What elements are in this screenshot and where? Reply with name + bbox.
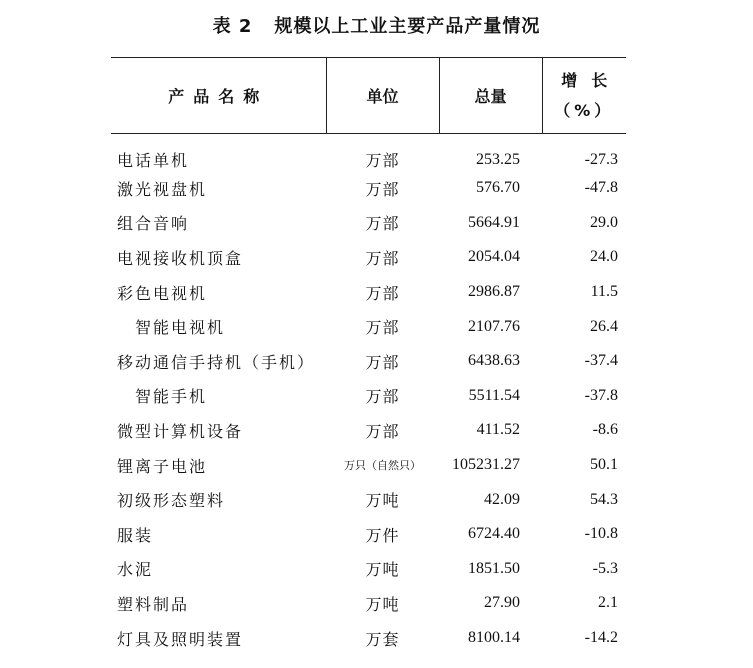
product-name: 水泥 [117, 560, 154, 580]
product-total: 27.90 [484, 594, 520, 612]
product-name: 灯具及照明装置 [117, 629, 244, 649]
product-total: 6438.63 [468, 352, 520, 370]
product-unit: 万件 [365, 525, 400, 545]
product-total: 42.09 [484, 490, 520, 508]
product-growth: -8.6 [592, 421, 618, 439]
product-growth: 54.3 [590, 490, 618, 508]
product-name: 激光视盘机 [117, 179, 208, 199]
product-growth: -37.8 [584, 386, 618, 404]
table-row [111, 448, 626, 483]
product-growth: 2.1 [598, 594, 618, 612]
table-row [111, 482, 626, 517]
product-name: 电视接收机顶盒 [117, 248, 244, 268]
product-growth: -47.8 [584, 179, 618, 197]
product-name: 初级形态塑料 [117, 491, 226, 511]
product-growth: -5.3 [592, 559, 618, 577]
product-total: 2986.87 [468, 283, 520, 301]
product-growth: -27.3 [584, 150, 618, 168]
product-total: 2054.04 [468, 248, 520, 266]
product-total: 8100.14 [468, 629, 520, 647]
product-unit: 万吨 [365, 594, 400, 614]
production-table [111, 57, 626, 655]
table-row [111, 413, 626, 448]
header-unit: 单位 [326, 58, 439, 134]
product-unit: 万部 [365, 214, 400, 234]
product-unit: 万吨 [365, 491, 400, 511]
table-title [0, 14, 753, 40]
table-row [111, 171, 626, 206]
header-growth [542, 58, 626, 134]
product-total: 253.25 [476, 150, 520, 168]
product-growth: -37.4 [584, 352, 618, 370]
table-row [111, 517, 626, 552]
table-row [111, 240, 626, 275]
product-total: 411.52 [476, 421, 520, 439]
product-unit: 万部 [365, 387, 400, 407]
product-total: 105231.27 [452, 456, 520, 474]
header-growth-unit: （%） [554, 100, 615, 120]
product-unit: 万部 [365, 283, 400, 303]
product-growth: 26.4 [590, 317, 618, 335]
product-name: 电话单机 [117, 151, 190, 170]
product-total: 1851.50 [468, 559, 520, 577]
product-name: 锂离子电池 [117, 456, 208, 476]
product-name: 微型计算机设备 [117, 421, 244, 441]
table-row [111, 586, 626, 621]
product-unit: 万部 [365, 352, 400, 372]
table-row [111, 275, 626, 310]
product-total: 6724.40 [468, 525, 520, 543]
table-row [111, 206, 626, 241]
table-row [111, 552, 626, 587]
table-row [111, 344, 626, 379]
product-growth: 50.1 [590, 456, 618, 474]
product-name: 智能电视机 [135, 318, 226, 338]
product-growth: -10.8 [584, 525, 618, 543]
product-total: 5664.91 [468, 213, 520, 231]
product-name: 服装 [117, 525, 154, 545]
header-product-name: 产品名称 [111, 58, 326, 134]
product-unit: 万部 [365, 248, 400, 268]
product-unit: 万部 [365, 318, 400, 338]
table-row [111, 379, 626, 414]
product-total: 576.70 [476, 179, 520, 197]
table-row [111, 621, 626, 656]
product-unit: 万部 [365, 179, 400, 199]
header-growth-label: 增长 [561, 70, 622, 90]
table-body [111, 134, 626, 656]
product-unit: 万套 [365, 629, 400, 649]
product-growth: -14.2 [584, 629, 618, 647]
header-total: 总量 [439, 58, 542, 134]
product-name: 移动通信手持机（手机） [117, 352, 316, 372]
product-total: 5511.54 [468, 386, 520, 404]
table-title-text: 规模以上工业主要产品产量情况 [274, 16, 541, 37]
table-row [111, 134, 626, 172]
table-row [111, 309, 626, 344]
product-name: 塑料制品 [117, 594, 190, 614]
product-unit: 万只（自然只） [344, 459, 421, 473]
header-row [111, 58, 626, 134]
table-number: 表 2 [212, 16, 253, 37]
product-name: 彩色电视机 [117, 283, 208, 303]
product-growth: 29.0 [590, 213, 618, 231]
product-unit: 万吨 [365, 560, 400, 580]
product-name: 智能手机 [135, 387, 208, 407]
product-name: 组合音响 [117, 214, 190, 234]
product-growth: 11.5 [590, 283, 618, 301]
product-unit: 万部 [365, 151, 400, 170]
product-unit: 万部 [365, 421, 400, 441]
product-growth: 24.0 [590, 248, 618, 266]
product-total: 2107.76 [468, 317, 520, 335]
